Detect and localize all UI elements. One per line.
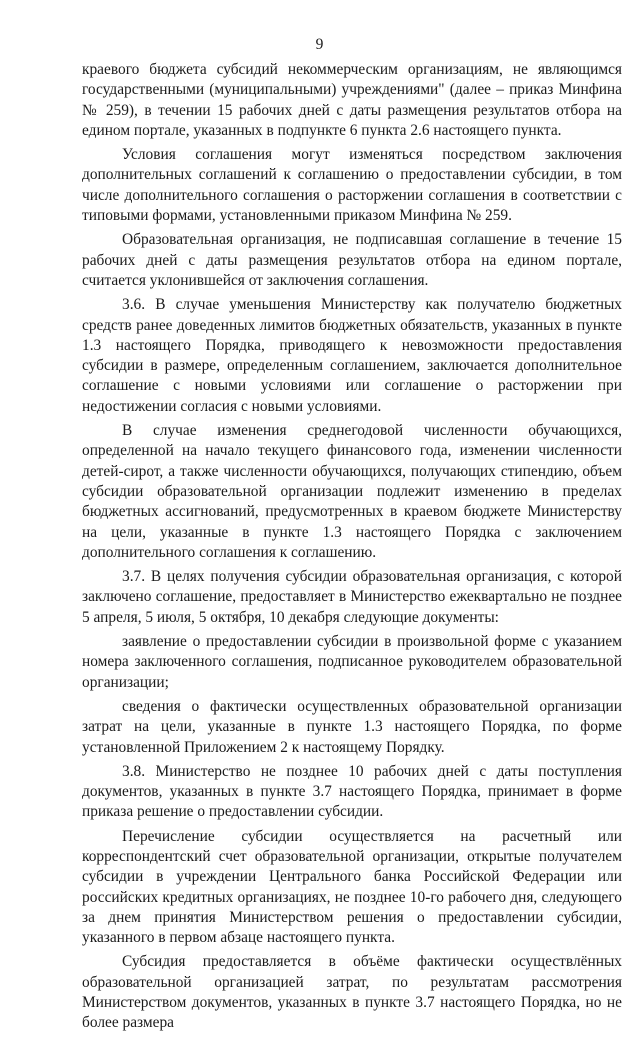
paragraph-clause-3-6: 3.6. В случае уменьшения Министерству как получателю бюджетных средств ранее доведенных лимитов бюджетных обязательств, указанных в пункте 1.3 настоящего Порядка, приводящего к невозможности предоставления субсидии в размере, определенным соглашением, заключается дополнительное соглашение с новыми условиями или соглашение о расторжении при недостижении согласия с новыми условиями. xyxy=(82,296,622,415)
page-number: 9 xyxy=(315,36,324,53)
paragraph-subsidy-volume: Субсидия предоставляется в объёме фактически осуществлённых образовательной организацией затрат, по результатам рассмотрения Министерством документов, указанных в пункте 3.7 настоящего Порядка, но не более размера xyxy=(82,953,622,1032)
document-body xyxy=(82,60,622,1038)
paragraph-transfer: Перечисление субсидии осуществляется на расчетный или корреспондентский счет образовательной организации, открытые получателем субсидии в учреждении Центрального банка Российской Федерации или российских кредитных организациях, не позднее 10-го рабочего дня, следующего за днем принятия Министерством решения о предоставлении субсидии, указанного в первом абзаце настоящего пункта. xyxy=(82,827,622,947)
paragraph-expense-info: сведения о фактически осуществленных образовательной организации затрат на цели, указанные в пункте 1.3 настоящего Порядка, по форме установленной Приложением 2 к настоящему Порядку. xyxy=(82,697,622,756)
paragraph-clause-3-7: 3.7. В целях получения субсидии образовательная организация, с которой заключено соглашение, предоставляет в Министерство ежеквартально не позднее 5 апреля, 5 июля, 5 октября, 10 декабря следующие документы: xyxy=(82,568,622,626)
paragraph-agreement-terms: Условия соглашения могут изменяться посредством заключения дополнительных соглашений к соглашению о предоставлении субсидии, в том числе дополнительного соглашения о расторжении соглашения в соответствии с типовыми формами, установленными приказом Минфина № 259. xyxy=(82,146,622,225)
paragraph-application: заявление о предоставлении субсидии в произвольной форме с указанием номера заключенного соглашения, подписанное руководителем образовательной организации; xyxy=(82,633,622,691)
paragraph-clause-3-8: 3.8. Министерство не позднее 10 рабочих дней с даты поступления документов, указанных в пункте 3.7 настоящего Порядка, принимает в форме приказа решение о предоставлении субсидии. xyxy=(82,762,622,821)
paragraph-student-count-change: В случае изменения среднегодовой численности обучающихся, определенной на начало текущего финансового года, изменении численности детей-сирот, а также численности обучающихся, получающих стипендию, объем субсидии образовательной организации подлежит изменению в пределах бюджетных ассигнований, предусмотренных в краевом бюджете Министерству на цели, указанные в пункте 1.3 настоящего Порядка с заключением дополнительного соглашения к соглашению. xyxy=(82,422,622,561)
paragraph-continuation: краевого бюджета субсидий некоммерческим организациям, не являющимся государственными (муниципальными) учреждениями" (далее – приказ Минфина № 259), в течении 15 рабочих дней с даты размещения результатов отбора на едином портале, указанных в подпункте 6 пункта 2.6 настоящего пункта. xyxy=(82,61,622,139)
paragraph-unsigned-agreement: Образовательная организация, не подписавшая соглашение в течение 15 рабочих дней с даты размещения результатов отбора на едином портале, считается уклонившейся от заключения соглашения. xyxy=(82,231,622,289)
